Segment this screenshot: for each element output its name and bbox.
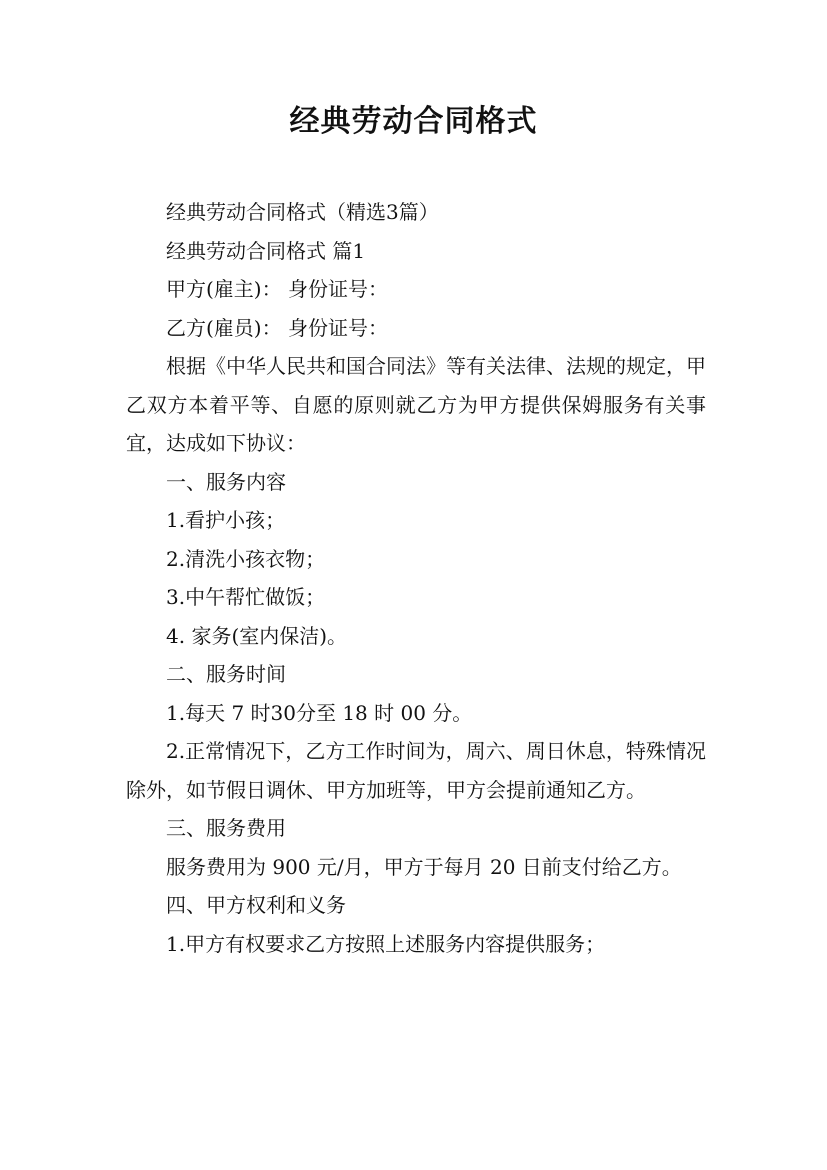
section-heading-service-time: 二、服务时间 [166,662,286,686]
paragraph-party-b: 乙方(雇员)： 身份证号： [166,315,388,340]
paragraph-party-a: 甲方(雇主)： 身份证号： [166,277,388,301]
list-item-weekly-schedule: 2.正常情况下，乙方工作时间为，周六、周日休息，特殊情况除外，如节假日调休、甲方加班等，甲方会提前通知乙方。 [126,739,706,802]
list-item-lunch: 3.中午帮忙做饭； [166,585,326,609]
section-heading-service-fee: 三、服务费用 [166,816,286,840]
paragraph-subtitle: 经典劳动合同格式（精选3篇） [166,200,439,224]
list-item-daily-hours: 1.每天 7 时30分至 18 时 00 分。 [166,700,473,725]
document-title: 经典劳动合同格式 [289,104,538,139]
list-item-childcare: 1.看护小孩； [166,508,286,532]
section-heading-party-a-rights: 四、甲方权利和义务 [166,893,346,917]
section-heading-service-content: 一、服务内容 [166,469,286,494]
list-item-laundry: 2.清洗小孩衣物； [166,546,326,571]
list-item-housework: 4. 家务(室内保洁)。 [166,623,348,648]
paragraph-part-heading: 经典劳动合同格式 篇1 [166,238,366,263]
paragraph-fee-terms: 服务费用为 900 元/月，甲方于每月 20 日前支付给乙方。 [166,854,682,879]
paragraph-preamble: 根据《中华人民共和国合同法》等有关法律、法规的规定，甲乙双方本着平等、自愿的原则就乙方为甲方提供保姆服务有关事宜，达成如下协议： [126,354,706,455]
document-body [126,193,706,963]
list-item-party-a-right-1: 1.甲方有权要求乙方按照上述服务内容提供服务； [166,931,606,956]
